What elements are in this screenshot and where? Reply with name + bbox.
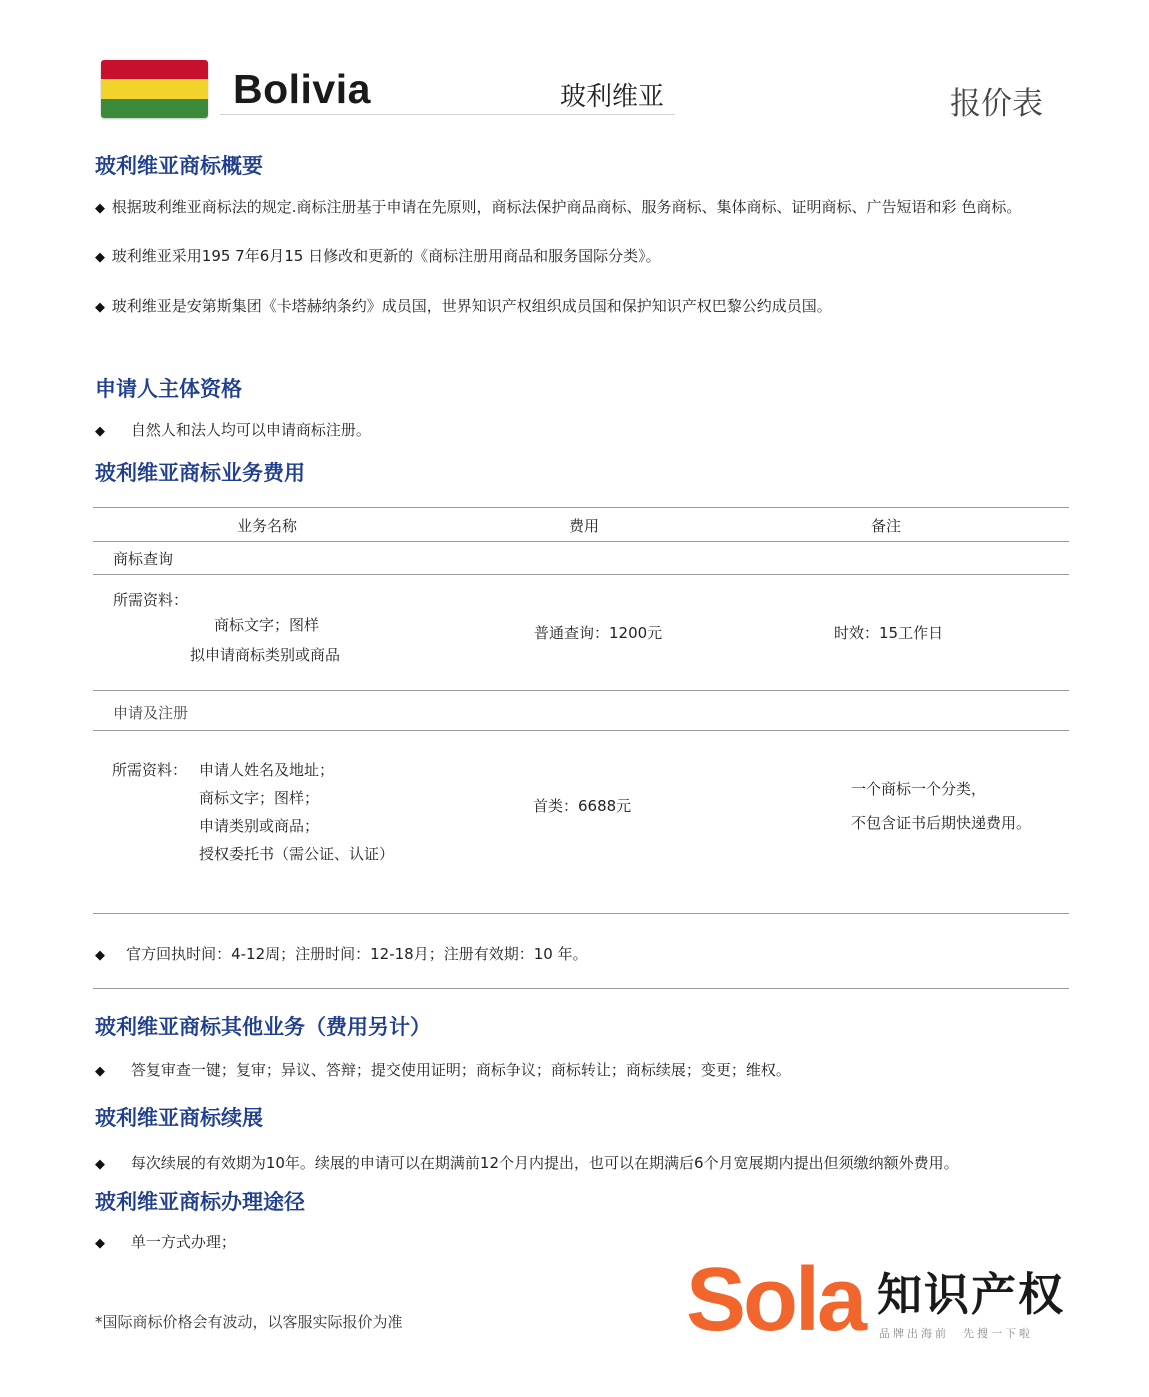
bullet-text: 自然人和法人均可以申请商标注册。 [130, 421, 371, 439]
bullet-diamond-icon: ◆ [95, 1064, 105, 1079]
logo-slogan: 品牌出海前 先搜一下啦 [879, 1327, 1033, 1340]
registration-req-label: 所需资料： [112, 761, 188, 779]
bullet-text: 每次续展的有效期为10年。续展的申请可以在期满前12个月内提出，也可以在期满后6个月宽展期内提出但须缴纳额外费用。 [130, 1154, 959, 1172]
flag-stripe-green [101, 99, 208, 118]
column-header-fee: 费用 [569, 517, 600, 535]
column-header-service: 业务名称 [237, 517, 298, 535]
applicant-bullet [95, 419, 371, 440]
header-divider [220, 114, 675, 115]
bullet-text: 官方回执时间：4-12周；注册时间：12-18月；注册有效期：10 年。 [126, 945, 588, 963]
search-fee: 普通查询：1200元 [534, 624, 663, 642]
table-rule [93, 507, 1069, 508]
overview-heading: 玻利维亚商标概要 [95, 154, 263, 178]
renewal-bullet [95, 1152, 959, 1173]
bullet-diamond-icon: ◆ [95, 201, 105, 216]
other-services-bullet [95, 1059, 791, 1080]
price-disclaimer: *国际商标价格会有波动，以客服实际报价为准 [95, 1313, 403, 1331]
search-remark: 时效：15工作日 [834, 624, 944, 642]
table-rule [93, 574, 1069, 575]
registration-fee: 首类：6688元 [533, 797, 632, 815]
registration-remark: 不包含证书后期快递费用。 [851, 814, 1032, 832]
table-rule [93, 730, 1069, 731]
registration-remark: 一个商标一个分类， [851, 780, 987, 798]
country-name-cn: 玻利维亚 [560, 82, 665, 112]
search-req-item: 拟申请商标类别或商品 [190, 646, 341, 664]
bullet-text: 答复审查一键；复审；异议、答辩；提交使用证明；商标争议；商标转让；商标续展；变更；维权。 [130, 1061, 791, 1079]
document-type: 报价表 [950, 86, 1043, 122]
bullet-text: 玻利维亚是安第斯集团《卡塔赫纳条约》成员国，世界知识产权组织成员国和保护知识产权巴黎公约成员国。 [111, 297, 832, 315]
column-header-remark: 备注 [871, 517, 902, 535]
section-label-registration: 申请及注册 [113, 704, 189, 722]
route-heading: 玻利维亚商标办理途径 [95, 1190, 305, 1214]
overview-bullet [95, 245, 661, 266]
registration-req-item: 授权委托书（需公证、认证） [199, 845, 395, 863]
bullet-text: 玻利维亚采用195 7年6月15 日修改和更新的《商标注册用商品和服务国际分类》。 [111, 247, 661, 265]
flag-stripe-red [101, 60, 208, 79]
table-rule [93, 690, 1069, 691]
registration-req-item: 商标文字；图样； [199, 789, 320, 807]
search-req-label: 所需资料： [113, 591, 189, 609]
section-label-search: 商标查询 [113, 550, 174, 568]
table-rule [93, 913, 1069, 914]
bullet-diamond-icon: ◆ [95, 424, 105, 439]
fees-heading: 玻利维亚商标业务费用 [95, 461, 305, 485]
registration-req-item: 申请人姓名及地址； [199, 761, 335, 779]
bullet-diamond-icon: ◆ [95, 1157, 105, 1172]
timeline-bullet [95, 943, 588, 964]
overview-bullet [95, 196, 1021, 217]
bullet-diamond-icon: ◆ [95, 300, 105, 315]
bolivia-flag [101, 60, 208, 118]
applicant-heading: 申请人主体资格 [95, 377, 242, 401]
registration-req-item: 申请类别或商品； [199, 817, 320, 835]
sola-logo: Sola [686, 1250, 865, 1350]
overview-bullet [95, 295, 832, 316]
table-rule [93, 541, 1069, 542]
search-req-item: 商标文字；图样 [214, 616, 320, 634]
route-bullet [95, 1231, 236, 1252]
renewal-heading: 玻利维亚商标续展 [95, 1106, 263, 1130]
bullet-text: 单一方式办理； [130, 1233, 236, 1251]
bullet-diamond-icon: ◆ [95, 250, 105, 265]
other-services-heading: 玻利维亚商标其他业务（费用另计） [95, 1015, 431, 1039]
flag-stripe-yellow [101, 79, 208, 98]
country-name-en: Bolivia [233, 66, 371, 112]
bullet-text: 根据玻利维亚商标法的规定.商标注册基于申请在先原则，商标法保护商品商标、服务商标、集体商标、证明商标、广告短语和彩 色商标。 [111, 198, 1022, 216]
bullet-diamond-icon: ◆ [95, 1236, 105, 1251]
logo-cn-text: 知识产权 [877, 1268, 1066, 1321]
bullet-diamond-icon: ◆ [95, 948, 105, 963]
section-rule [93, 988, 1069, 989]
